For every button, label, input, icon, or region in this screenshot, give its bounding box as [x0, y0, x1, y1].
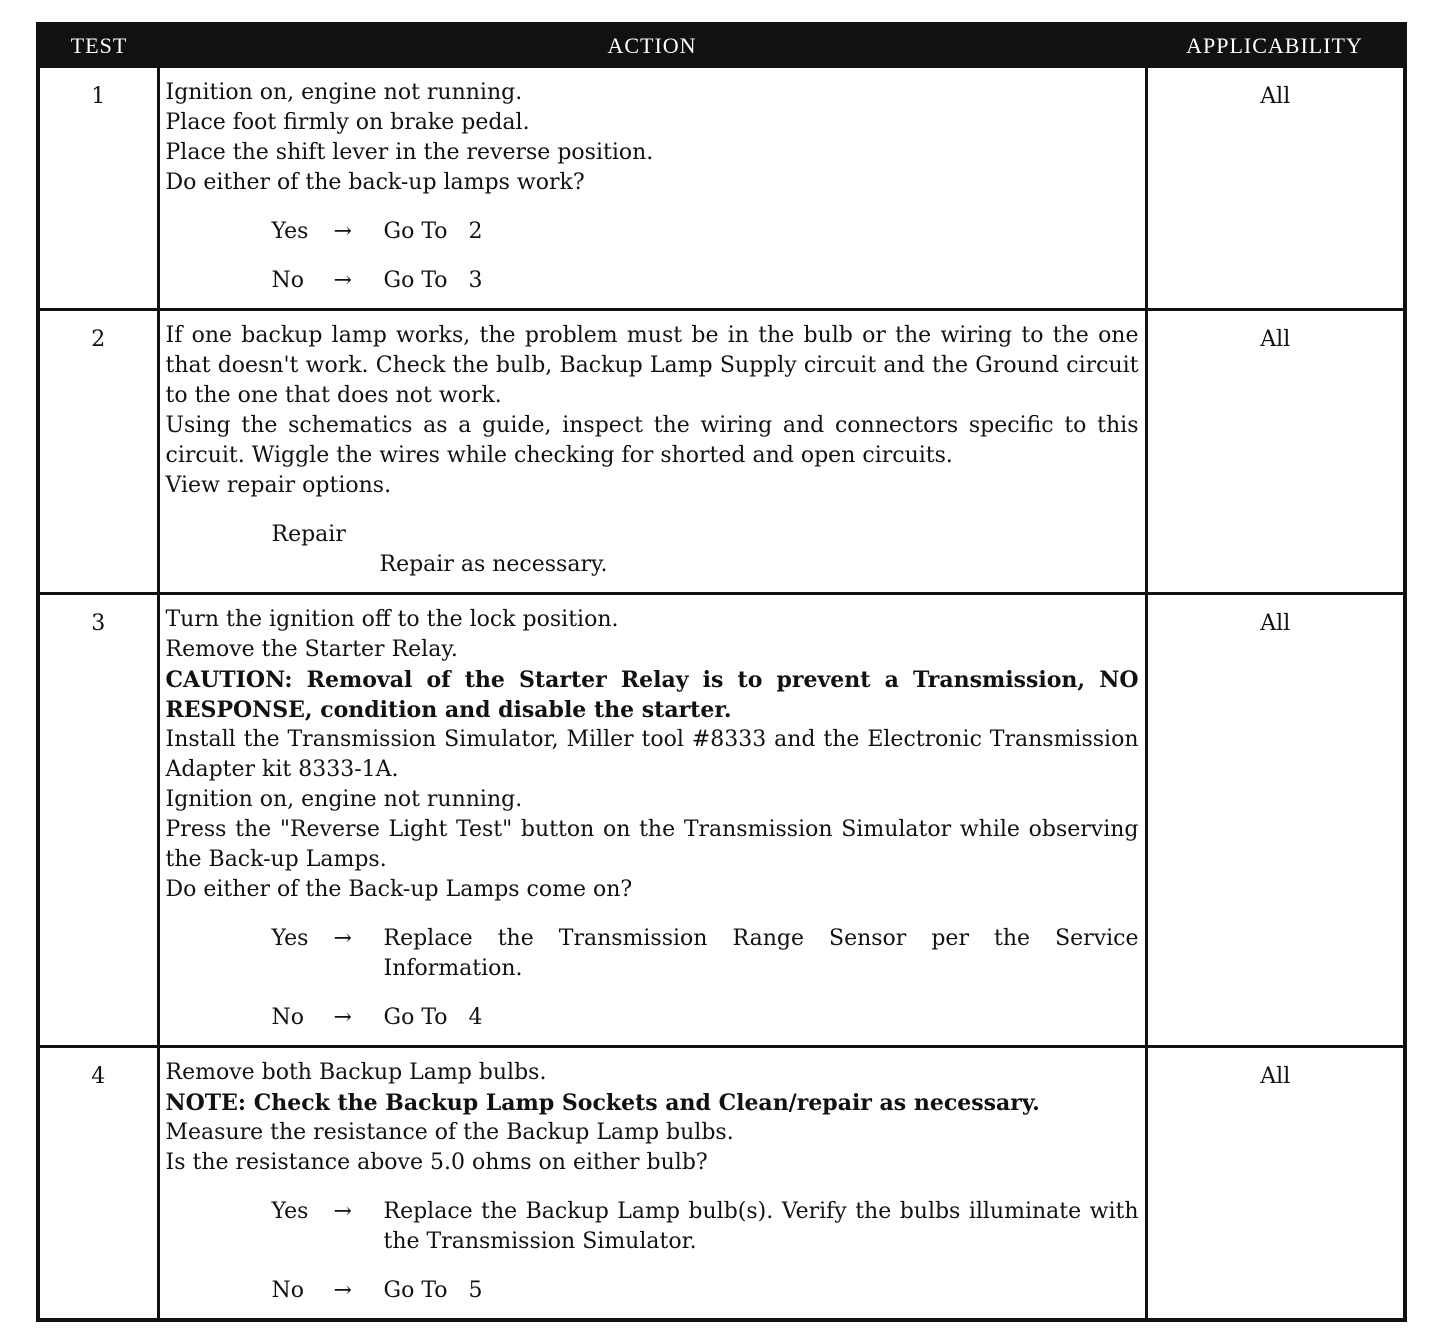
action-line: Press the "Reverse Light Test" button on the Transmission Simulator while observing the Back-up Lamps.: [165, 817, 1139, 872]
action-cell: [158, 1047, 1146, 1321]
test-number: 3: [38, 594, 158, 1047]
right-arrow-icon: →: [333, 1278, 352, 1303]
action-line: Do either of the back-up lamps work?: [165, 170, 585, 195]
branch-label: No: [271, 268, 304, 293]
action-cell: [158, 310, 1146, 594]
test-number: 2: [38, 310, 158, 594]
table-row: [38, 67, 1405, 310]
action-line: Turn the ignition off to the lock position.: [165, 607, 619, 632]
repair-text: Repair as necessary.: [379, 552, 608, 577]
header-applicability: APPLICABILITY: [1146, 24, 1405, 67]
branch-label: Yes: [271, 219, 309, 244]
branch-no: [166, 1276, 1139, 1306]
branch-result: Replace the Transmission Range Sensor per the Service Information.: [383, 926, 1139, 981]
applicability-value: All: [1146, 594, 1405, 1047]
branch-result: Go To 2: [383, 219, 483, 244]
caution-text: CAUTION: Removal of the Starter Relay is to prevent a Transmission, NO RESPONSE, condition and disable the starter.: [165, 667, 1139, 723]
action-line: Is the resistance above 5.0 ohms on either bulb?: [165, 1150, 708, 1175]
action-line: View repair options.: [165, 473, 392, 498]
branch-yes: [166, 1197, 1139, 1257]
action-line: Do either of the Back-up Lamps come on?: [165, 877, 633, 902]
table-row: [38, 594, 1405, 1047]
action-line: Ignition on, engine not running.: [165, 80, 523, 105]
action-cell: [158, 594, 1146, 1047]
applicability-value: All: [1146, 67, 1405, 310]
action-line: Remove both Backup Lamp bulbs.: [165, 1060, 547, 1085]
branch-no: [166, 266, 1139, 296]
action-line: Measure the resistance of the Backup Lamp bulbs.: [165, 1120, 734, 1145]
branch-label: Yes: [271, 926, 309, 951]
action-line: If one backup lamp works, the problem must be in the bulb or the wiring to the one that doesn't work. Check the bulb, Backup Lamp Supply circuit and the Ground circuit to the one that does not work.: [165, 323, 1139, 408]
branch-yes: [166, 217, 1139, 247]
branch-result: Go To 4: [383, 1005, 483, 1030]
branch-label: No: [271, 1278, 304, 1303]
header-test: TEST: [38, 24, 158, 67]
branch-result: Replace the Backup Lamp bulb(s). Verify the bulbs illuminate with the Transmission Simulator.: [383, 1199, 1139, 1254]
table-row: [38, 310, 1405, 594]
right-arrow-icon: →: [333, 268, 352, 293]
action-cell: [158, 67, 1146, 310]
applicability-value: All: [1146, 1047, 1405, 1321]
repair-label: Repair: [271, 522, 346, 547]
action-line: Place the shift lever in the reverse position.: [165, 140, 654, 165]
action-line: Using the schematics as a guide, inspect the wiring and connectors specific to this circuit. Wiggle the wires while checking for shorted and open circuits.: [165, 413, 1139, 468]
header-action: ACTION: [158, 24, 1146, 67]
right-arrow-icon: →: [333, 926, 352, 951]
action-line: Ignition on, engine not running.: [165, 787, 523, 812]
branch-no: [166, 1003, 1139, 1033]
branch-result: Go To 3: [383, 268, 483, 293]
branch-label: No: [271, 1005, 304, 1030]
branch-yes: [166, 924, 1139, 984]
branch-result: Go To 5: [383, 1278, 483, 1303]
action-line: Place foot firmly on brake pedal.: [165, 110, 530, 135]
branch-label: Yes: [271, 1199, 309, 1224]
diagnostic-test-table: [36, 22, 1407, 1322]
applicability-value: All: [1146, 310, 1405, 594]
test-number: 1: [38, 67, 158, 310]
test-number: 4: [38, 1047, 158, 1321]
right-arrow-icon: →: [333, 1005, 352, 1030]
table-row: [38, 1047, 1405, 1321]
table-header-row: [38, 24, 1405, 67]
note-text: NOTE: Check the Backup Lamp Sockets and Clean/repair as necessary.: [165, 1090, 1040, 1116]
right-arrow-icon: →: [333, 1199, 352, 1224]
action-line: Remove the Starter Relay.: [165, 637, 458, 662]
right-arrow-icon: →: [333, 219, 352, 244]
action-line: Install the Transmission Simulator, Miller tool #8333 and the Electronic Transmission Adapter kit 8333-1A.: [165, 727, 1139, 782]
